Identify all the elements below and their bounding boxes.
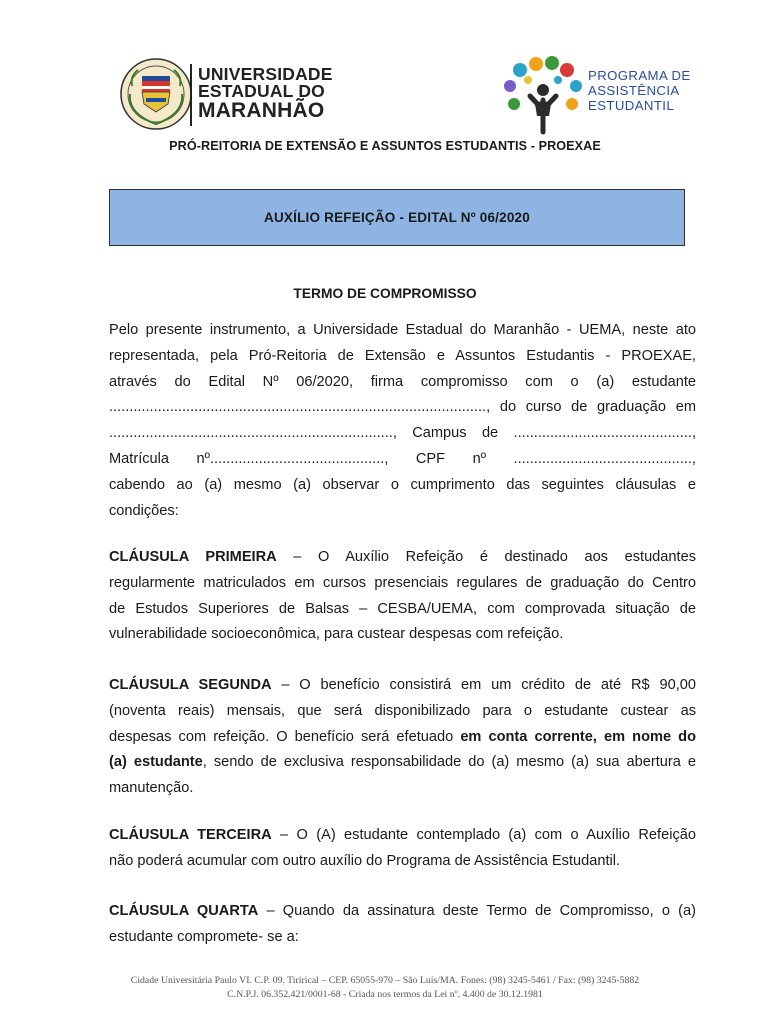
clause-line: manutenção.	[109, 780, 194, 797]
clause-label: CLÁUSULA PRIMEIRA	[109, 549, 277, 565]
clause-text: – O benefício consistirá em um crédito de até R$ 90,00	[271, 677, 697, 693]
clause-line: (noventa reais) mensais, que será disponibilizado para o estudante custear as	[109, 702, 696, 719]
intro-line: ......................................................................, Campus de ............................................,	[109, 425, 696, 442]
clause-label: CLÁUSULA TERCEIRA	[109, 827, 272, 843]
clause-line	[109, 823, 696, 849]
edital-title: AUXÍLIO REFEIÇÃO - EDITAL Nº 06/2020	[264, 210, 530, 225]
intro-paragraph	[109, 318, 696, 524]
uema-seal-icon	[118, 56, 196, 132]
clause-fourth	[109, 899, 696, 951]
program-name	[588, 68, 691, 113]
clause-label: CLÁUSULA SEGUNDA	[109, 677, 272, 693]
clause-line	[109, 750, 696, 776]
clause-text: – O Auxílio Refeição é destinado aos estudantes	[276, 549, 696, 565]
intro-line: cabendo ao (a) mesmo (a) observar o cumprimento das seguintes cláusulas e	[109, 476, 696, 493]
document-title: TERMO DE COMPROMISSO	[293, 286, 477, 301]
clause-line	[109, 545, 696, 571]
clause-text: – O (A) estudante contemplado (a) com o Auxílio Refeição	[271, 827, 696, 843]
clause-emphasis: em conta corrente, em nome do	[460, 728, 696, 745]
document-header	[118, 50, 698, 140]
clause-line: não poderá acumular com outro auxílio do Programa de Assistência Estudantil.	[109, 852, 621, 869]
clause-text: – Quando da assinatura deste Termo de Compromisso, o (a)	[258, 903, 696, 919]
university-name-line-3: MARANHÃO	[198, 99, 325, 122]
footer-cnpj: C.N.P.J. 06.352.421/0001-68 - Criada nos termos da Lei nº. 4.400 de 30.12.1981	[227, 988, 543, 1000]
clause-line: de Estudos Superiores de Balsas – CESBA/UEMA, com comprovada situação de	[109, 600, 696, 617]
clause-line: vulnerabilidade socioeconômica, para custear despesas com refeição.	[109, 626, 564, 643]
clause-text: despesas com refeição. O benefício será efetuado	[109, 728, 461, 745]
intro-line: Matrícula nº..........................................., CPF nº ............................................,	[109, 450, 696, 467]
logo-separator	[190, 64, 192, 126]
family-tree-icon	[500, 54, 586, 136]
intro-line: através do Edital Nº 06/2020, firma compromisso com o (a) estudante	[109, 373, 696, 390]
clause-line	[109, 899, 696, 925]
page-footer	[0, 974, 770, 1001]
program-name-line-3: ESTUDANTIL	[588, 98, 675, 113]
clause-label: CLÁUSULA QUARTA	[109, 903, 259, 919]
intro-line: Pelo presente instrumento, a Universidade Estadual do Maranhão - UEMA, neste ato	[109, 322, 696, 338]
intro-line: ............................................................................................., do curso de graduação em	[109, 399, 696, 416]
program-name-line-1: PROGRAMA DE	[588, 68, 691, 83]
university-name-line-2: ESTADUAL DO	[198, 81, 325, 101]
university-name-line-1: UNIVERSIDADE	[198, 64, 333, 84]
clause-text: , sendo de exclusiva responsabilidade do (a) mesmo (a) sua abertura e	[202, 754, 697, 771]
clause-line: regularmente matriculados em cursos presenciais regulares de graduação do Centro	[109, 574, 696, 591]
clause-line	[109, 673, 696, 699]
clause-first	[109, 545, 696, 648]
clause-line: estudante compromete- se a:	[109, 928, 299, 945]
university-name	[198, 66, 333, 122]
clause-line	[109, 725, 696, 751]
clause-emphasis: (a) estudante	[109, 754, 203, 771]
footer-address: Cidade Universitária Paulo VI. C.P. 09. Tirirical – CEP. 65055-970 – São Luís/MA. Fones: (98) 3245-5461 / Fax: (98) 3245-5882	[130, 975, 640, 986]
pro-reitoria-heading: PRÓ-REITORIA DE EXTENSÃO E ASSUNTOS ESTUDANTIS - PROEXAE	[169, 139, 601, 153]
program-name-line-2: ASSISTÊNCIA	[588, 83, 680, 98]
intro-line: condições:	[109, 502, 179, 519]
clause-second	[109, 673, 696, 802]
clause-third	[109, 823, 696, 875]
intro-line: representada, pela Pró-Reitoria de Extensão e Assuntos Estudantis - PROEXAE,	[109, 347, 696, 364]
edital-title-box	[109, 189, 685, 246]
